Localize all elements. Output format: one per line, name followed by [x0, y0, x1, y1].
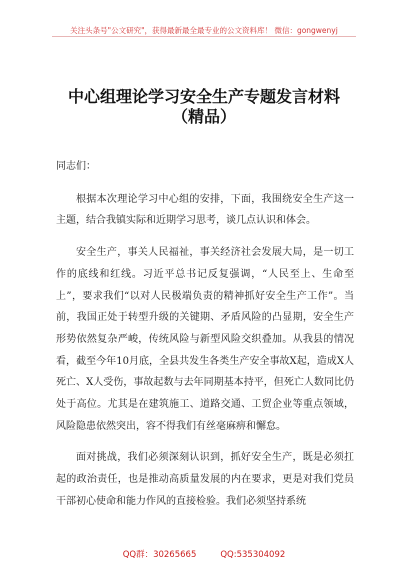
- document-body: [56, 156, 354, 523]
- paragraph-challenge: 面对挑战，我们必须深刻认识到，抓好安全生产，既是必须扛起的政治责任，也是推动高质量发展的内在要求，更是对我们党员干部初心使命和能力作风的直接检验。我们必须坚持系统: [56, 452, 354, 507]
- header-divider: [52, 36, 356, 37]
- paragraph-situation: 安全生产，事关人民福祉，事关经济社会发展大局，是一切工作的底线和红线。习近平总书记反复强调，“人民至上、生命至上”，要求我们“以对人民极端负责的精神抓好安全生产工作”。当前，我国正处于转型升级的关键期、矛盾风险的凸显期，安全生产形势依然复杂严峻，传统风险与新型风险交织叠加。从我县的情况看，截至今年10月底，全县共发生各类生产安全事故X起，造成X人死亡、X人受伤，事故起数与去年同期基本持平，但死亡人数同比仍处于高位。尤其是在建筑施工、道路交通、工贸企业等重点领域，风险隐患依然突出，容不得我们有丝毫麻痹和懈怠。: [56, 247, 354, 432]
- document-title-suffix: （精品）: [171, 107, 236, 126]
- promo-header: [0, 18, 408, 37]
- contact-footer: [0, 548, 408, 560]
- paragraph-intro: 根据本次理论学习中心组的安排，下面，我围绕安全生产这一主题，结合我镇实际和近期学习思考，谈几点认识和体会。: [56, 193, 354, 227]
- qq-group-label: QQ群：30265665: [122, 550, 197, 560]
- promo-text: 关注头条号"公文研究"，获得最新最全最专业的公文资料库！ 微信：gongwenyj: [70, 26, 338, 35]
- document-title: 中心组理论学习安全生产专题发言材料: [67, 87, 340, 106]
- salutation: 同志们：: [56, 161, 96, 172]
- qq-label: QQ:535304092: [220, 550, 286, 560]
